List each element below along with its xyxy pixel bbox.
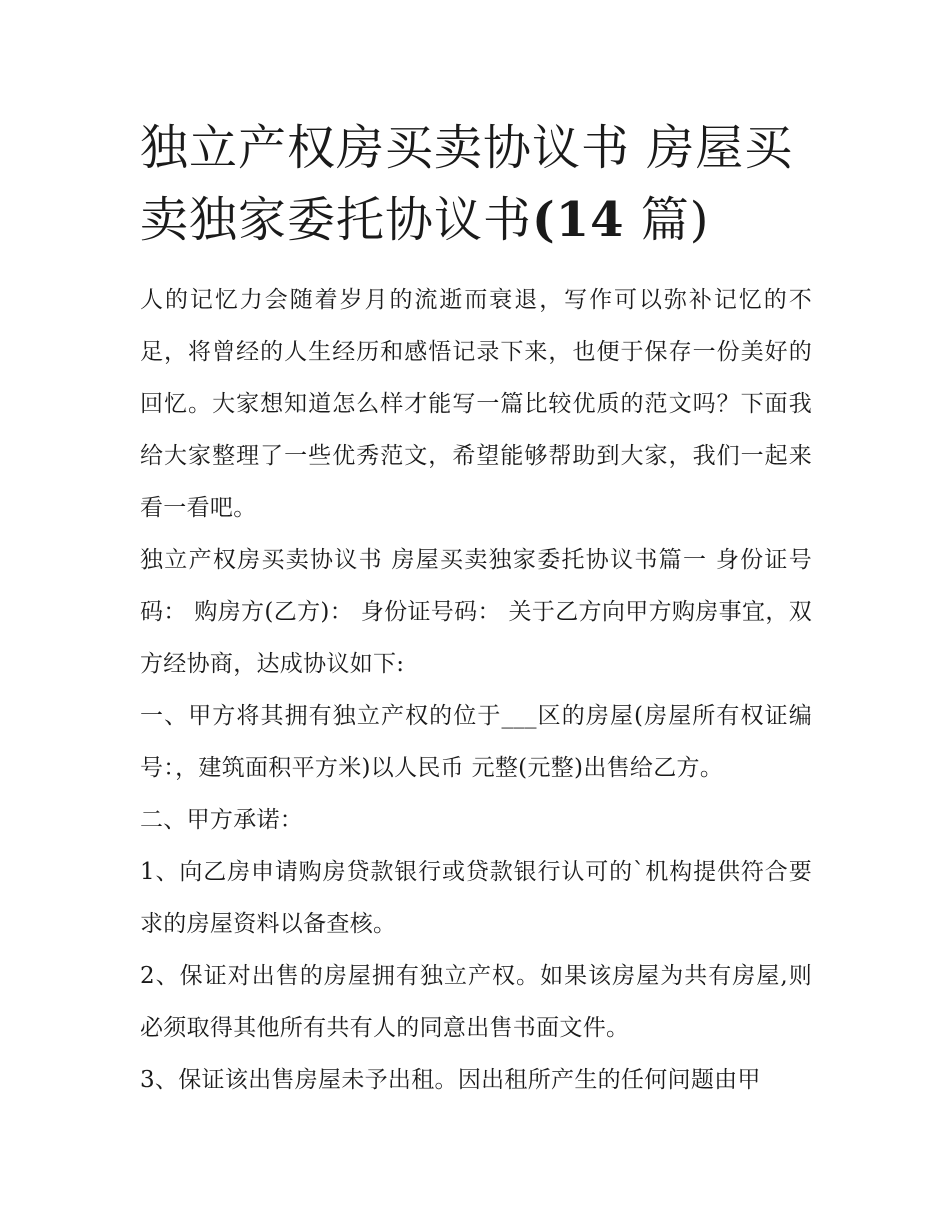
title-text: 独立产权房买卖协议书 房屋买卖独家委托协议书: [140, 120, 794, 248]
document-title: [140, 112, 812, 256]
document-page: [140, 112, 812, 1106]
title-count: (14: [532, 192, 625, 248]
title-suffix: 篇): [624, 192, 710, 248]
intro-paragraph: 人的记忆力会随着岁月的流逝而衰退，写作可以弥补记忆的不足，将曾经的人生经历和感悟记录下来，也便于保存一份美好的回忆。大家想知道怎么样才能写一篇比较优质的范文吗？下面我给大家整理了一些优秀范文，希望能够帮助到大家，我们一起来看一看吧。: [140, 287, 812, 521]
clause-two-item-2: 2、保证对出售的房屋拥有独立产权。如果该房屋为共有房屋,则必须取得其他所有共有人的同意出售书面文件。: [140, 963, 812, 1041]
clause-one-paragraph: 一、甲方将其拥有独立产权的位于___区的房屋(房屋所有权证编号：，建筑面积平方米)以人民币 元整(元整)出售给乙方。: [140, 703, 812, 781]
agreement-intro-paragraph: 独立产权房买卖协议书 房屋买卖独家委托协议书篇一 身份证号码： 购房方(乙方)： 身份证号码： 关于乙方向甲方购房事宜，双方经协商，达成协议如下:: [140, 547, 812, 677]
clause-two-item-1: 1、向乙房申请购房贷款银行或贷款银行认可的`机构提供符合要求的房屋资料以备查核。: [140, 859, 812, 937]
clause-two-heading: 二、甲方承诺：: [140, 807, 304, 833]
clause-two-item-3: 3、保证该出售房屋未予出租。因出租所产生的任何问题由甲: [140, 1067, 761, 1093]
document-body: [140, 274, 812, 1106]
